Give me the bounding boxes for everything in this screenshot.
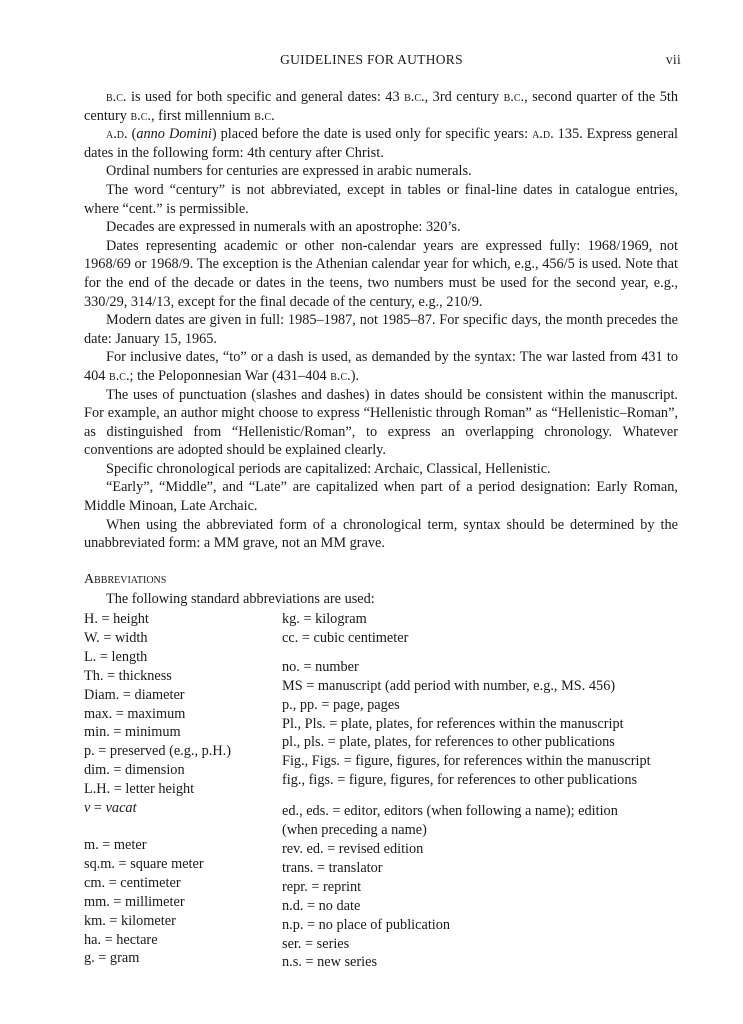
abbreviation-entry: km. = kilometer	[84, 912, 176, 929]
abbreviation-entry: (when preceding a name)	[282, 822, 427, 839]
body-paragraph	[84, 311, 678, 348]
abbreviation-entry: v = vacat	[84, 800, 137, 817]
group-spacer	[282, 648, 651, 658]
abbreviation-entry: kg. = kilogram	[282, 611, 367, 627]
abbreviation-entry: sq.m. = square meter	[84, 855, 204, 872]
body-paragraph	[84, 478, 678, 515]
era-abbreviation: b.c.	[109, 367, 130, 384]
abbreviation-entry: g. = gram	[84, 950, 140, 967]
italic-term: anno Domini	[136, 126, 212, 143]
text-run: “Early”, “Middle”, and “Late” are capitalized when part of a period designation: Early Roman, Middle Minoan, Late Archaic.	[84, 479, 678, 515]
text-run: Ordinal numbers for centuries are expressed in arabic numerals.	[106, 163, 472, 180]
abbreviation-entry: ha. = hectare	[84, 931, 158, 948]
body-paragraph	[84, 125, 678, 162]
running-header	[0, 52, 743, 72]
page-number: vii	[665, 52, 681, 67]
abbreviation-entry: cc. = cubic centimeter	[282, 629, 409, 646]
era-abbreviation: b.c.	[254, 107, 275, 124]
abbreviation-entry: trans. = translator	[282, 859, 383, 876]
body-paragraph	[84, 386, 678, 460]
body-paragraph	[84, 237, 678, 311]
era-abbreviation: b.c.	[330, 367, 351, 384]
abbreviation-entry: p. = preserved (e.g., p.H.)	[84, 743, 232, 760]
group-spacer	[84, 818, 231, 836]
era-abbreviation: b.c.	[130, 107, 151, 124]
abbreviation-entry: ed., eds. = editor, editors (when following a name); edition	[282, 803, 618, 820]
text-run: For inclusive dates, “to” or a dash is used, as demanded by the syntax: The war lasted from 431 to 404	[84, 349, 678, 384]
abbreviation-entry: H. = height	[84, 611, 149, 627]
abbreviation-entry: MS = manuscript (add period with number, e.g., MS. 456)	[282, 677, 616, 694]
abbreviation-entry: Diam. = diameter	[84, 686, 185, 703]
abbreviations-left-column	[84, 610, 231, 968]
abbreviation-entry: cm. = centimeter	[84, 874, 181, 891]
abbreviation-entry: repr. = reprint	[282, 878, 362, 895]
abbreviation-entry: ser. = series	[282, 935, 350, 952]
body-paragraph	[84, 516, 678, 553]
body-paragraph	[84, 88, 678, 125]
abbreviation-entry: pl., pls. = plate, plates, for references to other publications	[282, 734, 615, 751]
body-paragraph	[84, 218, 678, 237]
abbreviation-entry: dim. = dimension	[84, 762, 185, 779]
text-run: is used for both specific and general dates: 43	[126, 89, 405, 105]
abbreviation-entry: p., pp. = page, pages	[282, 696, 400, 713]
text-run: The uses of punctuation (slashes and dashes) in dates should be consistent within the manuscript. For example, an author might choose to express “Hellenistic through Roman” as “Hellenistic–Roman”, as distinguished from “Hellenistic/Roman”, to express an overlapping chronology. Whatever conventions are adopted should be explained clearly.	[84, 386, 678, 459]
body-paragraph	[84, 181, 678, 218]
era-abbreviation: b.c.	[404, 89, 425, 105]
text-run: Specific chronological periods are capitalized: Archaic, Classical, Hellenistic.	[106, 460, 551, 477]
text-run: ; the Peloponnesian War (431–404	[129, 367, 331, 384]
abbreviations-right-column	[282, 610, 651, 972]
text-run: When using the abbreviated form of a chronological term, syntax should be determined by the unabbreviated form: a MM grave, not an MM grave.	[84, 516, 678, 552]
running-title: GUIDELINES FOR AUTHORS	[280, 52, 463, 67]
body-paragraph	[84, 348, 678, 385]
body-text	[84, 88, 678, 553]
era-abbreviation: b.c.	[503, 89, 525, 105]
text-run: ).	[350, 367, 360, 384]
text-run: 135. Express general dates in the following form: 4th century after Christ.	[84, 126, 679, 161]
text-run: (	[127, 126, 137, 143]
text-run: Modern dates are given in full: 1985–1987, not 1985–87. For specific days, the month precedes the date: January 15, 1965.	[84, 312, 678, 347]
abbreviation-entry: Th. = thickness	[84, 667, 172, 684]
abbreviation-entry: W. = width	[84, 629, 148, 646]
body-paragraph	[84, 162, 678, 181]
body-paragraph	[84, 460, 678, 479]
abbreviation-entry: n.p. = no place of publication	[282, 916, 451, 933]
abbreviation-entry: L. = length	[84, 648, 148, 665]
abbreviation-entry: m. = meter	[84, 836, 147, 853]
abbreviation-entry: L.H. = letter height	[84, 781, 195, 798]
abbreviation-entry: mm. = millimeter	[84, 893, 185, 910]
abbreviation-entry: n.d. = no date	[282, 897, 361, 914]
era-abbreviation: a.d.	[106, 126, 128, 143]
era-abbreviation: a.d.	[532, 126, 554, 143]
abbreviation-entry: Pl., Pls. = plate, plates, for references within the manuscript	[282, 715, 624, 732]
abbreviation-entry: no. = number	[282, 658, 359, 675]
text-run: , 3rd century	[424, 89, 504, 105]
text-run: , second quarter of the 5th century	[84, 89, 678, 124]
abbreviation-entry: min. = minimum	[84, 724, 181, 741]
text-run: The word “century” is not abbreviated, except in tables or final-line dates in catalogue entries, where “cent.” is permissible.	[84, 181, 678, 217]
abbreviation-entry: n.s. = new series	[282, 954, 378, 971]
text-run: Decades are expressed in numerals with an apostrophe: 320’s.	[106, 219, 461, 236]
group-spacer	[282, 790, 651, 802]
era-abbreviation: b.c.	[106, 89, 127, 105]
abbreviation-entry: Fig., Figs. = figure, figures, for references within the manuscript	[282, 753, 651, 770]
abbreviations-intro: The following standard abbreviations are used:	[106, 591, 375, 607]
abbreviation-entry: rev. ed. = revised edition	[282, 840, 424, 857]
text-run: , first millennium	[150, 107, 255, 124]
text-run: Dates representing academic or other non-calendar years are expressed fully: 1968/1969, not 1968/69 or 1968/9. The exception is the Athenian calendar year for which, e.g., 456/5 is used. Note that for the end of the decade or dates in the teens, two numbers must be used for the second year, e.g., 330/29, 314/13, except for the final decade of the century, e.g., 210/9.	[84, 237, 678, 310]
abbreviation-entry: max. = maximum	[84, 705, 186, 722]
text-run: ) placed before the date is used only for specific years:	[211, 126, 533, 143]
section-heading-abbreviations: Abbreviations	[84, 572, 167, 587]
abbreviation-entry: fig., figs. = figure, figures, for references to other publications	[282, 772, 638, 789]
